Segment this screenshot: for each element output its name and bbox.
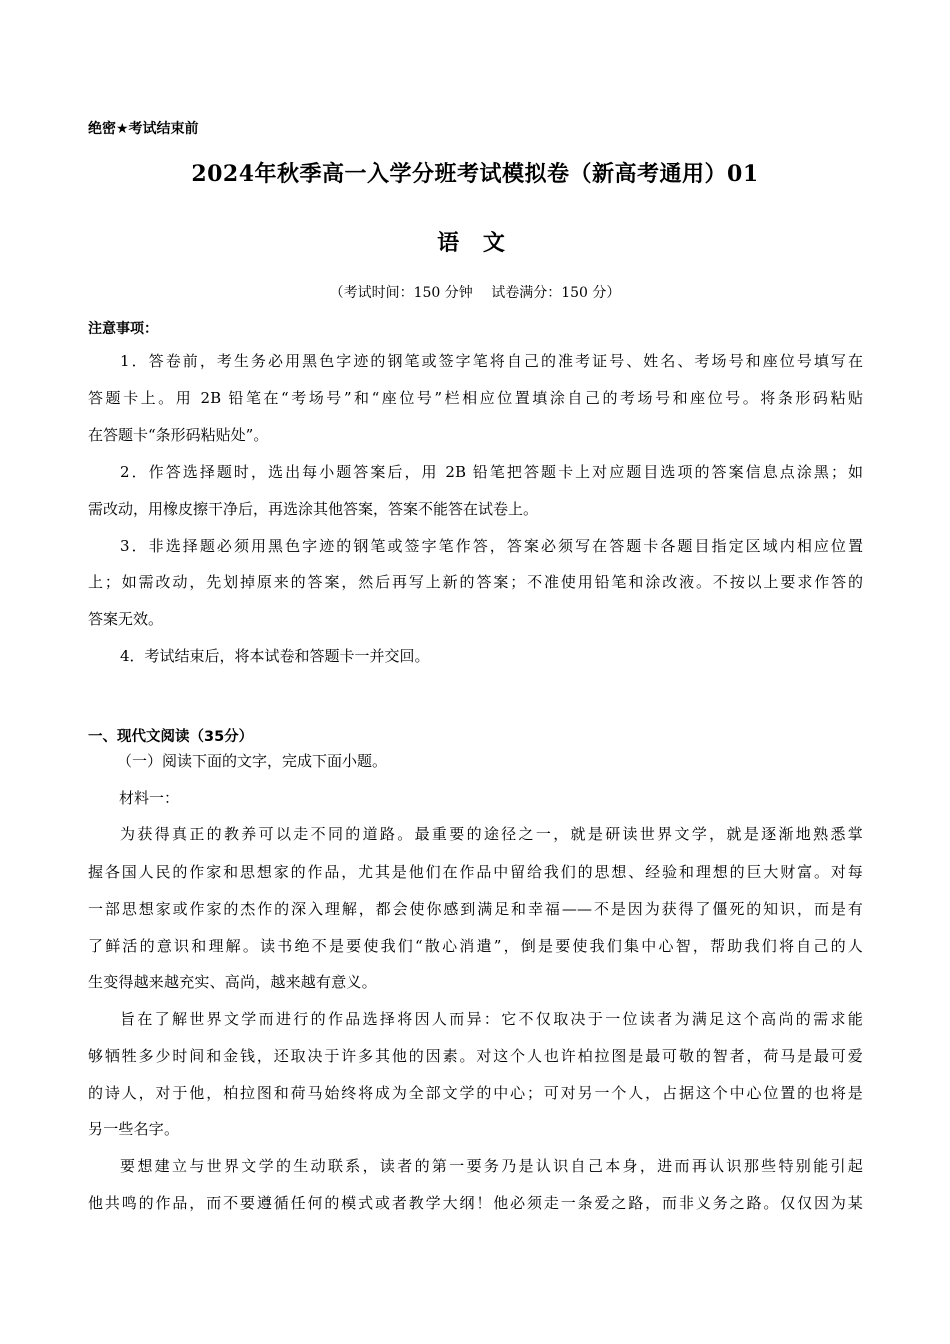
passage-line: 一部思想家或作家的杰作的深入理解，都会使你感到满足和幸福——不是因为获得了僵死的知识，而是有 — [88, 900, 863, 918]
notice-line: 答案无效。 — [88, 610, 164, 628]
passage-line: 要想建立与世界文学的生动联系，读者的第一要务乃是认识自己本身，进而再认识那些特别能引起 — [120, 1157, 863, 1175]
passage-line: 生变得越来越充实、高尚，越来越有意义。 — [88, 973, 377, 991]
notice-line: 需改动，用橡皮擦干净后，再选涂其他答案，答案不能答在试卷上。 — [88, 500, 539, 518]
passage-line: 他共鸣的作品，而不要遵循任何的模式或者教学大纲！他必须走一条爱之路，而非义务之路。仅仅因为某 — [88, 1194, 863, 1212]
passage-line: 另一些名字。 — [88, 1120, 180, 1138]
notice-line: 2．作答选择题时，选出每小题答案后，用 2B 铅笔把答题卡上对应题目选项的答案信息点涂黑；如 — [120, 463, 863, 481]
notice-line: 答题卡上。用 2B 铅笔在“考场号”和“座位号”栏相应位置填涂自己的考场号和座位号。将条形码粘贴 — [88, 389, 863, 407]
notice-line: 1．答卷前，考生务必用黑色字迹的钢笔或签字笔将自己的准考证号、姓名、考场号和座位号填写在 — [120, 352, 863, 370]
exam-title: 2024年秋季高一入学分班考试模拟卷（新高考通用）01 — [191, 161, 759, 187]
subject-title: 语 文 — [437, 230, 513, 256]
notice-line: 4．考试结束后，将本试卷和答题卡一并交回。 — [120, 647, 430, 665]
material-label: 材料一： — [119, 789, 180, 807]
passage-line: 为获得真正的教养可以走不同的道路。最重要的途径之一，就是研读世界文学，就是逐渐地熟悉掌 — [120, 825, 863, 843]
notice-line: 3．非选择题必须用黑色字迹的钢笔或签字笔作答，答案必须写在答题卡各题目指定区域内相应位置 — [120, 537, 863, 555]
passage-line: 的诗人，对于他，柏拉图和荷马始终将成为全部文学的中心；可对另一个人，占据这个中心位置的也将是 — [88, 1084, 863, 1102]
section-heading: 一、现代文阅读（35分） — [88, 729, 254, 745]
confidential-label: 绝密★考试结束前 — [88, 121, 199, 137]
passage-line: 了鲜活的意识和理解。读书绝不是要使我们“散心消遣”，倒是要使我们集中心智，帮助我们将自己的人 — [88, 937, 863, 955]
exam-meta: （考试时间：150 分钟 试卷满分：150 分） — [329, 285, 621, 301]
sub-heading: （一）阅读下面的文字，完成下面小题。 — [117, 752, 388, 770]
notice-line: 上；如需改动，先划掉原来的答案，然后再写上新的答案；不准使用铅笔和涂改液。不按以上要求作答的 — [88, 573, 863, 591]
notice-heading: 注意事项： — [88, 321, 158, 337]
passage-line: 够牺牲多少时间和金钱，还取决于许多其他的因素。对这个人也许柏拉图是最可敬的智者，荷马是最可爱 — [88, 1047, 863, 1065]
notice-line: 在答题卡“条形码粘贴处”。 — [88, 426, 269, 444]
passage-line: 旨在了解世界文学而进行的作品选择将因人而异：它不仅取决于一位读者为满足这个高尚的需求能 — [120, 1010, 863, 1028]
passage-line: 握各国人民的作家和思想家的作品，尤其是他们在作品中留给我们的思想、经验和理想的巨大财富。对每 — [88, 863, 863, 881]
